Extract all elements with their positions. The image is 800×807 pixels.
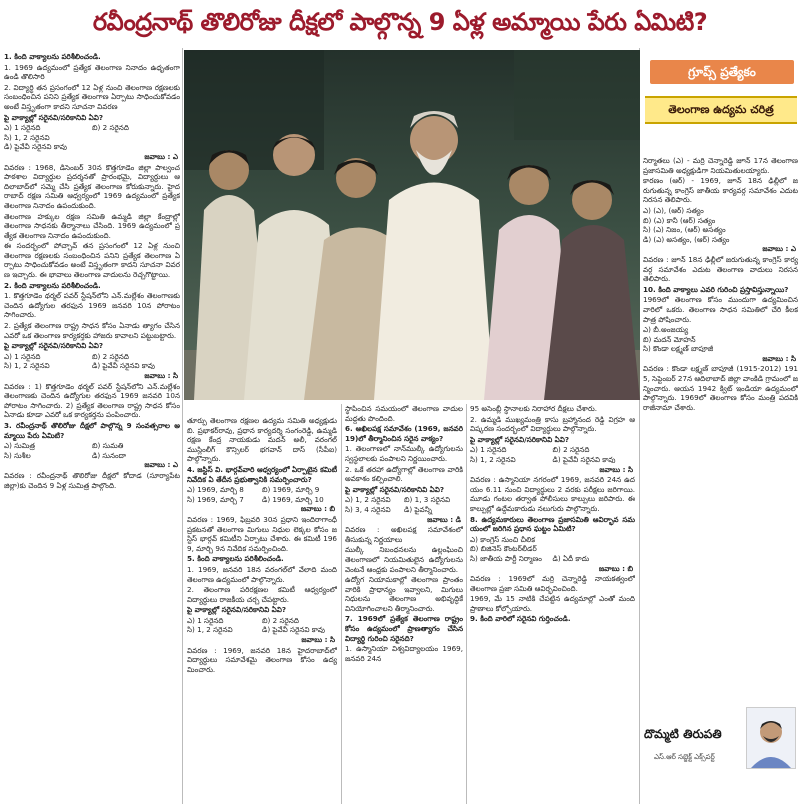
column-3 — [345, 404, 463, 804]
answer-option: డి) పైవేవీ సరైనవి కావు — [262, 625, 325, 635]
answer-option: డి) పైవన్నీ — [404, 504, 433, 514]
answer-option: బి) 2 సరైనది — [552, 445, 590, 455]
paragraph: తూర్పు తెలంగాణ రక్షణల ఉద్యమ సమితి అధ్యక్షుడు బి. ప్రభాకర్‌రావు, ప్రధాన కార్యదర్శి సంగంరెడ్డి, ఉమ్మడి రక్షణ కేంద్ర నాయకుడు మదన్‌ అలీ, వరంగల్‌ ముస్లింలీగ్‌ కౌన్సిలర్‌ భగవాన్‌ దాస్‌ (సీపీఐ) పాల్గొన్నారు. — [187, 416, 337, 464]
paragraph: 1. 1969 ఉద్యమంలో ప్రత్యేక తెలంగాణ నినాదం ఉధృతంగా ఉండి తొలిసారి — [4, 62, 180, 82]
question-text: 8. ఉద్యమకారులు తెలంగాణ ప్రజాసమితి ఆవిర్భావ సమయంలో జరిగిన ప్రధాన ఘట్టం ఏమిటి? — [470, 514, 635, 534]
answer-option: ఎ) 1 సరైనది — [4, 351, 41, 361]
question-text: పై వాక్యాల్లో సరైనవి/సరికానివి ఏవి? — [4, 341, 104, 351]
answer-option-row — [643, 325, 798, 335]
answer-option-row — [470, 535, 635, 545]
paragraph: వివరణ : 1) కొత్తగూడెం థర్మల్‌ పవర్‌ స్టేషన్‌లోని ఎన్‌.మల్లేశం తెలంగాణకు చెందిన ఉద్యోగుల తరఫున 1969 జనవరి 10న పోరాటం సాగించారు. 2) ప్రత్యేక తెలంగాణ రాష్ట్ర సాధన కోసం ఏనాడు కూడా ఎవరో ఒక కార్యకర్తను పంపించారు. — [4, 381, 180, 420]
question-text: 9. కింది వారిలో సరైనవి గుర్తించండి. — [470, 614, 571, 624]
answer-option: సి) (ఎ) నిజం, (ఆర్‌) అసత్యం — [643, 225, 726, 235]
paragraph: 1. ఉస్మానియా విశ్వవిద్యాలయం 1969, జనవరి 24న — [345, 644, 463, 663]
paragraph: వివరణ : కొండా లక్ష్మణ్‌ బాపూజీ (1915-2012) 1915, సెప్టెంబర్‌ 27న ఆదిలాబాద్‌ జిల్లా వాంకిడి గ్రామంలో జన్మించారు. ఆయన 1942 క్విట్‌ ఇండియా ఉద్యమంలో పాల్గొన్నారు. 1969లో తెలంగాణ కోసం మంత్రి పదవికి రాజీనామా చేశారు. — [643, 364, 798, 412]
answer-option-row — [470, 544, 635, 554]
answer-option-row — [4, 133, 180, 143]
answer-option: సి) 1, 2 సరైనవి — [187, 625, 233, 635]
paragraph: వివరణ : జూన్‌ 18న ఢిల్లీలో జరుగుతున్న కాంగ్రెస్‌ కార్యవర్గ సమావేశం ఎదుట తెలంగాణ వాదులు నిరసన తెలిపారు. — [643, 254, 798, 284]
answer-option: బి) 2 సరైనది — [92, 351, 129, 361]
answer-option-row — [4, 142, 180, 152]
answer-option-row — [345, 495, 463, 505]
answer-option: ఎ) కాంగ్రెస్‌ నుంచి చీలిక — [470, 534, 536, 544]
answer-option-row — [187, 495, 337, 505]
answer-option: ఎ) 1, 2 సరైనవి — [345, 495, 391, 505]
avatar-image — [747, 708, 795, 768]
answer-option: బి) 2 సరైనది — [262, 615, 299, 625]
answer-option-row — [470, 445, 635, 455]
paragraph: నిర్మాతలు (ఎ) - మర్రి చెన్నారెడ్డి జూన్‌ 17న తెలంగాణ ప్రజాసమితి అధ్యక్షుడిగా నియమితులయ్యారు. — [643, 156, 798, 175]
answer-option: బి) 1969, మార్చి 9 — [262, 485, 320, 495]
column-divider — [466, 404, 467, 804]
answer-option: ఎ) 1 సరైనది — [470, 445, 507, 455]
question-text: పై వాక్యాల్లో సరైనవి/సరికానివి ఏవి? — [4, 112, 104, 122]
answer-option-row — [643, 344, 798, 354]
question-text: 4. జస్టిస్‌ వి. భార్గవ్‌‌వారి ఆధ్వర్యంలో ఏర్పాటైన కమిటీ నివేదిక ఏ తేదీన ప్రభుత్వానికి సమర్పించారు? — [187, 464, 337, 484]
answer-key: జవాబు : సి — [762, 353, 796, 363]
paragraph: ఈ సందర్భంలో పోచ్చావ్‌ తన ప్రసంగంలో 12 ఏళ్ల నుంచి తెలంగాణ రక్షణలకు సంబంధించిన పనిని ప్రత్యేక తెలంగాణ ఏర్పాటు సాధించుకోవడం అంటే విస్తృతంగా కాదని సూచనా వివరణ ఇచ్చారు. ఈ భావాలు తెలంగాణ వాదులను రెచ్చగొట్టాయి. — [4, 241, 180, 280]
answer-option: ఎ) 1 సరైనది — [187, 615, 224, 625]
answer-option-row — [4, 361, 180, 371]
answer-key: జవాబు : సి — [599, 464, 633, 474]
answer-option-row — [345, 505, 463, 515]
headline: రవీంద్రనాథ్ తొలిరోజు దీక్షలో పాల్గొన్న 9 ఏళ్ల అమ్మాయి పేరు ఏమిటి? — [92, 8, 708, 36]
answer-option-row — [470, 455, 635, 465]
answer-option: సి) 1969, మార్చి 7 — [187, 494, 244, 504]
answer-option: డి) పైవేవీ సరైనవి కావు — [92, 361, 155, 371]
answer-option-row — [187, 485, 337, 495]
answer-key: జవాబు : డి — [427, 514, 461, 524]
answer-option: ఎ) 1 సరైనది — [4, 123, 41, 133]
paragraph: ముల్కీ నిబంధనలను ఉల్లంఘించి తెలంగాణలో నియమితులైన ఉద్యోగులను వెంటనే ఆంధ్రకు పంపాలని తీర్మానించారు. — [345, 545, 463, 574]
column-5 — [643, 156, 798, 686]
question-text: 10. కింది వాక్యాలు ఎవరి గురించి ప్రస్తావిస్తున్నాయి? — [643, 284, 789, 294]
answer-key: జవాబు : బి — [300, 504, 335, 514]
answer-option: డి) 1969, మార్చి 10 — [262, 494, 324, 504]
answer-option: బి) బిజినెస్‌ కౌంటర్‌లీడర్‌ — [470, 544, 537, 554]
paragraph: వివరణ : అఖిలపక్ష సమావేశంలో తీసుకున్న నిర్ణయాలు — [345, 525, 463, 544]
answer-option: సి) 1, 2 సరైనవి — [4, 132, 50, 142]
answer-option: సి) 3, 4 సరైనవి — [345, 504, 391, 514]
answer-option: బి) సుమతి — [92, 441, 124, 451]
question-text: 7. 1969లో ప్రత్యేక తెలంగాణ రాష్ట్రం కోసం ఉద్యమంలో ప్రాణత్యాగం చేసిన విద్యార్థి గురించి సరైనది? — [345, 614, 463, 643]
section-subtitle: తెలంగాణ ఉద్యమ చరిత్ర — [645, 96, 797, 124]
paragraph: 1. కొత్తగూడెం థర్మల్‌ పవర్‌ స్టేషన్‌లోని ఎన్‌.మల్లేశం తెలంగాణకు చెందిన ఉద్యోగుల తరఫున 1969 జనవరి 10న పోరాటం సాగించారు. — [4, 291, 180, 320]
paragraph: 2. విద్యార్థి తన ప్రసంగంలో 12 ఏళ్ల నుంచి తెలంగాణ రక్షణలకు సంబంధించిన పనిని ప్రత్యేక తెలంగాణ ఏర్పాటు సాధించుకోవడం అంటే విస్తృతంగా కాదని సూచనా వివరణ — [4, 82, 180, 111]
question-text: 1. కింది వాక్యాలను పరిశీలించండి. — [4, 52, 101, 61]
paragraph: 1969లో తెలంగాణ కోసం ముందుగా ఉద్యమించిన వారిలో ఒకరు. తెలంగాణ సాధన సమితిలో చేరి కీలకపాత్ర పోషించారు. — [643, 295, 798, 324]
answer-option-row — [4, 352, 180, 362]
answer-option: డి) ఏదీ కాదు — [552, 553, 590, 563]
column-1 — [4, 52, 180, 804]
author-role: ఎస్‌.ఆర్‌ సబ్జెక్ట్‌ ఎక్స్‌పర్ట్‌ — [654, 753, 715, 761]
answer-option: డి) సునందా — [92, 450, 127, 460]
answer-option-row — [643, 225, 798, 235]
paragraph: వివరణ : ఉస్మానియా నగరంలో 1969, జనవరి 24న ఉదయం 6.11 నుంచి విద్యార్థులు 2 వరకు పరీక్షలు జరిగాయి. మూడు గంటల తర్వాత పోలీసులు కాల్పులు జరిపారు. ఈ కాల్పుల్లో ఉద్దేమకారుడు నలుగురు పాల్గొన్నారు. — [470, 475, 635, 513]
question-text: పై వాక్యాల్లో సరైనవి/సరికానివి ఏవి? — [187, 605, 287, 615]
paragraph: 2. తెలంగాణ పరిరక్షణల కమిటీ ఆధ్వర్యంలో విద్యార్థులు రాజకీయ చర్చ చేపట్టారు. — [187, 585, 337, 604]
answer-option: ఎ) సుమిత్ర — [4, 441, 35, 451]
answer-option: బి) మదన్‌ మోహన్‌ — [643, 334, 696, 344]
historical-group-photo — [184, 50, 640, 400]
paragraph: 1. తెలంగాణలో నాన్‌ముల్కీ ఉద్యోగులను స్వస్థలాలకు పంపాలని నిర్ణయించారు. — [345, 444, 463, 463]
question-text: పై వాక్యాల్లో సరైనవి/సరికానివి ఏవి? — [345, 484, 445, 494]
question-text: 2. కింది వాక్యాలను పరిశీలించండి. — [4, 280, 101, 290]
paragraph: ఉద్యోగ నియామకాల్లో తెలంగాణ ప్రాంతం వారికి ప్రాధాన్యం ఇవ్వాలని, మిగులు నిధులను తెలంగాణ అభివృద్ధికే వినియోగించాలని తీర్మానించారు. — [345, 575, 463, 613]
column-divider — [182, 48, 183, 804]
section-tag: గ్రూప్స్ ప్రత్యేకం — [650, 60, 794, 84]
author-name: దొమ్మటి తిరుపతి — [644, 727, 722, 741]
paragraph: వివరణ : 1969, జనవరి 18న హైదరాబాద్‌లో విద్యార్థులు సమావేశమై తెలంగాణ కోసం ఉద్యమించారు. — [187, 645, 337, 674]
answer-option: ఎ) బీ.అంజయ్య — [643, 325, 689, 335]
paragraph: 95 అసెంబ్లీ స్థానాలకు నిరాహార దీక్షలు చేశారు. — [470, 404, 598, 413]
question-text: 5. కింది వాక్యాలను పరిశీలించండి. — [187, 554, 284, 564]
answer-option-row — [643, 235, 798, 245]
photo-illustration — [184, 50, 640, 400]
paragraph: 1969, మే 15 నాటికి చేపట్టిన ఉద్యమాల్లో ఎంతో మంది ప్రాణాలు కోల్పోయారు. — [470, 594, 635, 613]
answer-option: డి) (ఎ) అసత్యం, (ఆర్‌) సత్యం — [643, 234, 730, 244]
answer-key: జవాబు : ఎ — [144, 151, 178, 161]
author-box — [640, 705, 796, 801]
answer-option-row — [643, 206, 798, 216]
answer-option-row — [187, 625, 337, 635]
paragraph: 1. 1969, జనవరి 18న వరంగల్‌లో వేలాది మంది తెలంగాణ ఉద్యమంలో పాల్గొన్నారు. — [187, 564, 337, 584]
author-avatar — [746, 707, 796, 769]
answer-option: సి) 1, 2 సరైనవి — [4, 361, 50, 371]
answer-key: జవాబు : ఎ — [144, 460, 178, 470]
answer-option-row — [643, 335, 798, 345]
answer-option-row — [470, 554, 635, 564]
answer-option: ఎ) (ఎ), (ఆర్‌) సత్యం — [643, 205, 704, 215]
answer-option: బి) (ఎ) కానీ (ఆర్‌) సత్యం — [643, 215, 716, 225]
answer-option-row — [4, 123, 180, 133]
answer-option: సి) సుశీల — [4, 450, 31, 460]
paragraph: 2. ప్రత్యేక తెలంగాణ రాష్ట్ర సాధన కోసం ఏనాడు త్యాగం చేసిన ఎవరో ఒక తెలంగాణ కార్యకర్తకు హాజరు కావాలని పట్టుబట్టారు. — [4, 321, 180, 340]
column-divider — [341, 404, 342, 804]
answer-option: డి) పైవేవీ సరైనవి కావు — [4, 142, 67, 152]
answer-option-row — [643, 216, 798, 226]
answer-option: డి) పైవేవీ సరైనవి కావు — [552, 454, 616, 464]
paragraph: వివరణ : 1969లో మర్రి చెన్నారెడ్డి నాయకత్వంలో తెలంగాణ ప్రజా సమితి ఆవిర్భవించింది. — [470, 574, 635, 593]
column-4 — [470, 404, 635, 804]
answer-key: జవాబు : ఎ — [762, 244, 796, 254]
question-text: 6. అఖిలపక్ష సమావేశం (1969, జనవరి 19)లో తీర్మానించిన సరైన వాక్యం? — [345, 424, 463, 443]
answer-option-row — [187, 616, 337, 626]
answer-key: జవాబు : సి — [301, 635, 335, 645]
paragraph: వివరణ : రవీంద్రనాథ్‌ తొలిరోజు దీక్షలో కోదాడ (సూర్యాపేట జిల్లా)కు చెందిన 9 ఏళ్ల సుమిత్ర పాల్గొంది. — [4, 470, 180, 490]
paragraph: వివరణ : 1969, ఫిబ్రవరి 30న ప్రధాని ఇందిరాగాంధీ ప్రకటనతో తెలంగాణ మిగులు నిధుల లెక్కల కోసం జస్టిస్‌ భార్గవ్‌ కమిటీని ఏర్పాటు చేశారు. ఈ కమిటీ 1969, మార్చి 9న నివేదిక సమర్పించింది. — [187, 514, 337, 553]
paragraph: స్థాపించిన సమయంలో తెలంగాణ వాదుల మద్దతు పొందింది. — [345, 404, 463, 423]
answer-option-row — [4, 451, 180, 461]
paragraph: వివరణ : 1968, డిసెంబర్ 30న కొత్తగూడెం జిల్లా పాల్వంచ పాఠశాల విద్యార్థుల ప్రదర్శనతో ప్రారంభమై, విద్యార్థులు ఆదిలాబాద్‌లో సమ్మె చేసి ప్రత్యేక తెలంగాణ కోరుకున్నారు. హైదరాబాద్‌ రక్షణ సమితి ఆధ్వర్యంలో 1969 ఉద్యమంలో ప్రత్యేక తెలంగాణ నినాదం ఉపందుకుంది. — [4, 162, 180, 210]
answer-option: ఎ) 1969, మార్చి 8 — [187, 485, 244, 495]
answer-option: బి) 2 సరైనది — [92, 123, 129, 133]
paragraph: తెలంగాణ హక్కుల రక్షణ సమితి ఉమ్మడి జిల్లా కేంద్రాల్లో తెలంగాణ సాధనకు తీర్మానాలు చేసింది. 1969 ఉద్యమంలో ప్రత్యేక తెలంగాణ నినాదం ఉపందుకుంది. — [4, 211, 180, 240]
question-text: 3. రవీంద్రనాథ్‌ తొలిరోజు దీక్షలో పాల్గొన్న 9 సంవత్సరాల అమ్మాయి పేరు ఏమిటి? — [4, 420, 180, 440]
answer-key: జవాబు : సి — [144, 371, 178, 380]
answer-option: సి) జాతీయ పార్టీ నిర్మాణం — [470, 553, 542, 563]
column-2 — [187, 416, 337, 804]
paragraph: 2. ఒకే తరహా ఉద్యోగాల్లో తెలంగాణ వారికి అవకాశం కల్పించాలి. — [345, 464, 463, 484]
answer-option: సి) కొండా లక్ష్మణ్‌ బాపూజీ — [643, 344, 714, 354]
answer-option: బి) 1, 3 సరైనవి — [404, 495, 451, 505]
paragraph: 2. ఉమ్మడి ముఖ్యమంత్రి కాసు బ్రహ్మానంద రెడ్డి విగ్రహ ఆవిష్కరణ సందర్భంలో విద్యార్థులు పాల్గొన్నారు. — [470, 414, 635, 434]
answer-key: జవాబు : బి — [598, 563, 633, 573]
answer-option: సి) 1, 2 సరైనవి — [470, 454, 516, 464]
paragraph: కారణం (ఆర్‌) - 1969, జూన్‌ 18న ఢిల్లీలో జరుగుతున్న కాంగ్రెస్‌ జాతీయ కార్యవర్గ సమావేశం ఎదుట నిరసన తెలిపారు. — [643, 176, 798, 205]
answer-option-row — [4, 441, 180, 451]
question-text: పై వాక్యాల్లో సరైనవి/సరికానివి ఏవి? — [470, 434, 570, 444]
